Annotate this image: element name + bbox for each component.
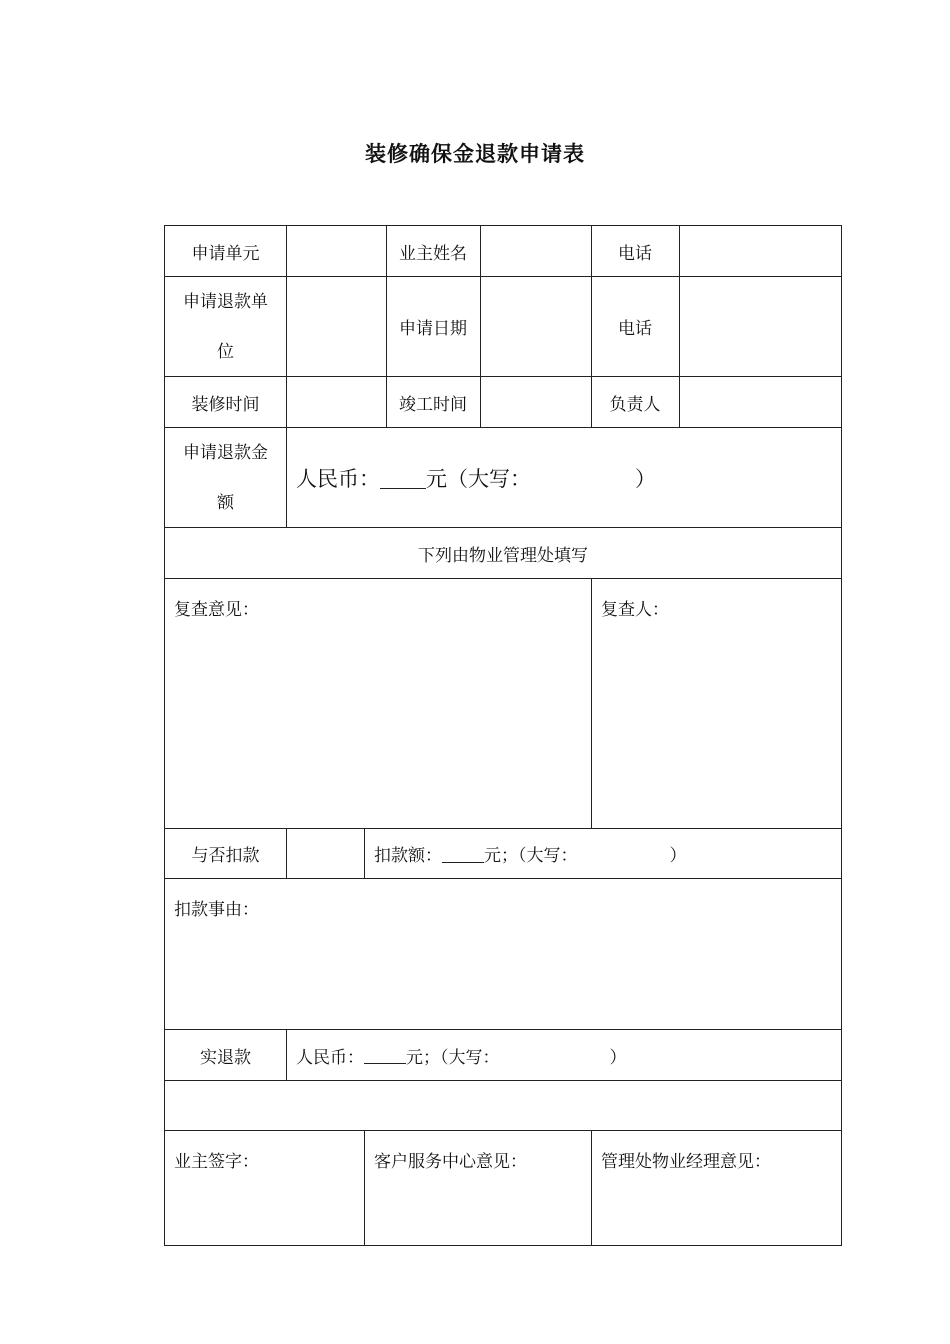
owner-signature-label: 业主签字： xyxy=(174,1152,259,1172)
phone-field[interactable] xyxy=(680,226,841,276)
refund-amount-label-line2: 额 xyxy=(217,492,234,513)
deduct-yuan-text: 元；（大写： xyxy=(484,846,578,866)
deduct-whether-label: 与否扣款 xyxy=(191,846,260,866)
phone-label: 电话 xyxy=(618,243,652,264)
completion-time-label: 竣工时间 xyxy=(399,394,467,415)
blank-row[interactable] xyxy=(165,1081,841,1130)
deduct-amount-field[interactable] xyxy=(365,829,841,878)
owner-name-field[interactable] xyxy=(481,226,591,276)
phone-label-2: 电话 xyxy=(618,319,652,339)
apply-date-label: 申请日期 xyxy=(399,319,467,339)
unit-field[interactable] xyxy=(287,226,386,276)
responsible-person-field[interactable] xyxy=(680,377,841,427)
service-center-opinion-area[interactable] xyxy=(365,1131,591,1245)
refund-unit-label xyxy=(165,277,286,376)
review-opinion-area[interactable] xyxy=(165,579,591,828)
manager-opinion-area[interactable] xyxy=(592,1131,841,1245)
apply-date-field[interactable] xyxy=(481,277,591,376)
deduct-amount-blank[interactable] xyxy=(442,845,484,863)
actual-close-paren: ） xyxy=(609,1047,627,1068)
renovation-time-label: 装修时间 xyxy=(191,394,260,415)
actual-refund-field[interactable] xyxy=(287,1030,841,1080)
refund-application-form xyxy=(164,225,842,1246)
service-center-opinion-label: 客户服务中心意见： xyxy=(374,1152,527,1172)
rmb-prefix: 人民币： xyxy=(296,466,380,491)
amount-blank[interactable] xyxy=(380,467,426,489)
actual-yuan-text: 元；（大写： xyxy=(406,1047,500,1068)
deduct-close-paren: ） xyxy=(669,846,687,866)
responsible-person-label: 负责人 xyxy=(609,394,661,415)
refund-amount-field[interactable] xyxy=(287,428,841,527)
deduct-whether-field[interactable] xyxy=(287,829,364,878)
unit-label: 申请单元 xyxy=(191,243,260,264)
refund-unit-label-line2: 位 xyxy=(217,341,234,362)
deduct-amount-prefix: 扣款额： xyxy=(374,846,442,866)
yuan-text: 元（大写： xyxy=(426,466,531,491)
actual-rmb-prefix: 人民币： xyxy=(296,1047,364,1068)
section-header: 下列由物业管理处填写 xyxy=(418,545,588,566)
reviewer-area[interactable] xyxy=(592,579,841,828)
refund-unit-field[interactable] xyxy=(287,277,386,376)
deduct-reason-area[interactable] xyxy=(165,879,841,1029)
form-title: 装修确保金退款申请表 xyxy=(365,142,585,166)
phone-field-2[interactable] xyxy=(680,277,841,376)
reviewer-label: 复查人： xyxy=(601,600,669,620)
actual-refund-label: 实退款 xyxy=(200,1047,251,1068)
review-opinion-label: 复查意见： xyxy=(174,600,259,620)
completion-time-field[interactable] xyxy=(481,377,591,427)
refund-amount-label-line1: 申请退款金 xyxy=(183,442,268,463)
owner-name-label: 业主姓名 xyxy=(399,243,467,264)
refund-amount-label xyxy=(165,428,286,527)
actual-amount-blank[interactable] xyxy=(364,1046,406,1064)
owner-signature-area[interactable] xyxy=(165,1131,364,1245)
deduct-reason-label: 扣款事由： xyxy=(174,900,259,920)
close-paren: ） xyxy=(635,466,656,491)
renovation-time-field[interactable] xyxy=(287,377,386,427)
refund-unit-label-line1: 申请退款单 xyxy=(183,291,268,312)
manager-opinion-label: 管理处物业经理意见： xyxy=(601,1152,771,1172)
